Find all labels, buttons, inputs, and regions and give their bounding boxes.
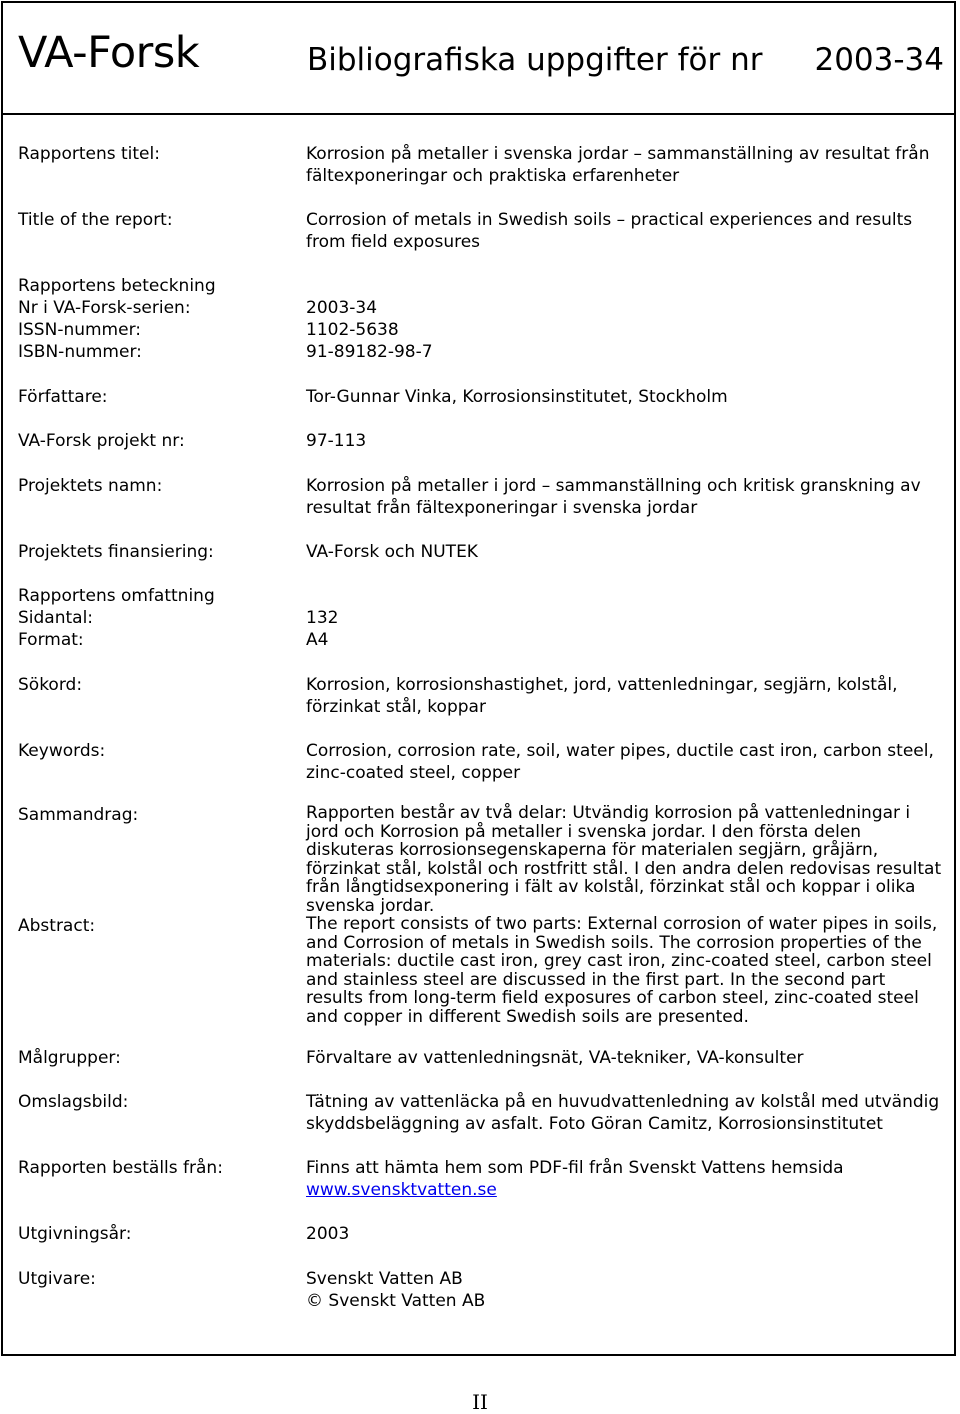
label-projekt-namn: Projektets namn: [18,476,163,496]
label-malgrupper: Målgrupper: [18,1048,121,1068]
value-keywords: Corrosion, corrosion rate, soil, water pipes, ductile cast iron, carbon steel, zinc-coated steel, copper [306,741,934,783]
label-keywords: Keywords: [18,741,106,761]
label-serien: Nr i VA-Forsk-serien: [18,298,191,318]
label-utgivningsar: Utgivningsår: [18,1224,132,1244]
heading-beteckning: Rapportens beteckning [18,276,216,296]
value-finansiering: VA-Forsk och NUTEK [306,542,478,562]
label-finansiering: Projektets finansiering: [18,542,214,562]
label-omslagsbild: Omslagsbild: [18,1092,129,1112]
header-subtitle: Bibliografiska uppgifter för nr [307,42,763,78]
value-projekt-namn: Korrosion på metaller i jord – sammanställning och kritisk granskning av resultat från fältexponeringar i svenska jordar [306,476,921,518]
value-utgivare [306,1268,946,1312]
page-header [18,28,948,88]
label-rapport-titel: Rapportens titel: [18,144,160,164]
value-sidantal: 132 [306,608,339,628]
label-sidantal: Sidantal: [18,608,94,628]
label-abstract: Abstract: [18,916,96,936]
utgivare-name: Svenskt Vatten AB [306,1269,463,1289]
value-malgrupper: Förvaltare av vattenledningsnät, VA-tekniker, VA-konsulter [306,1048,804,1068]
value-sammandrag: Rapporten består av två delar: Utvändig korrosion på vattenledningar i jord och Korrosion på metaller i svenska jordar. I den första delen diskuteras korrosionsegenskaperna för materialen segjärn, gråjärn, förzinkat stål, kolstål och rostfritt stål. I den andra delen redovisas resultat från långtidsexponering i fält av kolstål, förzinkat stål och koppar i olika svenska jordar. [306,803,942,916]
value-projekt-nr: 97-113 [306,431,367,451]
value-forfattare: Tor-Gunnar Vinka, Korrosionsinstitutet, Stockholm [306,387,728,407]
label-isbn: ISBN-nummer: [18,342,142,362]
label-sammandrag: Sammandrag: [18,805,139,825]
issue-number: 2003-34 [814,42,944,78]
value-utgivningsar: 2003 [306,1224,350,1244]
copyright-notice: © Svenskt Vatten AB [306,1291,486,1311]
label-forfattare: Författare: [18,387,108,407]
value-serien: 2003-34 [306,298,378,318]
value-sokord: Korrosion, korrosionshastighet, jord, vattenledningar, segjärn, kolstål, förzinkat stål, koppar [306,675,898,717]
label-report-title-en: Title of the report: [18,210,173,230]
value-abstract: The report consists of two parts: External corrosion of water pipes in soils, and Corrosion of metals in Swedish soils. The corrosion properties of the materials: ductile cast iron, grey cast iron, zinc-coated steel, carbon steel and stainless steel are discussed in the first part. In the second part results from long-term field exposures of carbon steel, zinc-coated steel and copper in different Swedish soils are presented. [306,914,938,1027]
heading-omfattning: Rapportens omfattning [18,586,215,606]
value-omslagsbild: Tätning av vattenläcka på en huvudvattenledning av kolstål med utvändig skyddsbeläggning av asfalt. Foto Göran Camitz, Korrosionsinstitutet [306,1092,940,1134]
header-divider [2,113,954,115]
label-sokord: Sökord: [18,675,83,695]
label-projekt-nr: VA-Forsk projekt nr: [18,431,185,451]
value-issn: 1102-5638 [306,320,399,340]
value-isbn: 91-89182-98-7 [306,342,433,362]
value-rapport-titel: Korrosion på metaller i svenska jordar – sammanställning av resultat från fältexponeringar och praktiska erfarenheter [306,144,930,186]
bestalls-text: Finns att hämta hem som PDF-fil från Svenskt Vattens hemsida [306,1158,844,1178]
page-number: II [472,1390,488,1414]
value-format: A4 [306,630,329,650]
label-utgivare: Utgivare: [18,1269,96,1289]
label-issn: ISSN-nummer: [18,320,141,340]
label-bestalls: Rapporten beställs från: [18,1158,223,1178]
svensktvatten-link[interactable]: www.svensktvatten.se [306,1180,497,1200]
brand-title: VA-Forsk [18,28,200,78]
value-bestalls [306,1157,946,1201]
value-report-title-en: Corrosion of metals in Swedish soils – practical experiences and results from field exposures [306,210,913,252]
label-format: Format: [18,630,84,650]
